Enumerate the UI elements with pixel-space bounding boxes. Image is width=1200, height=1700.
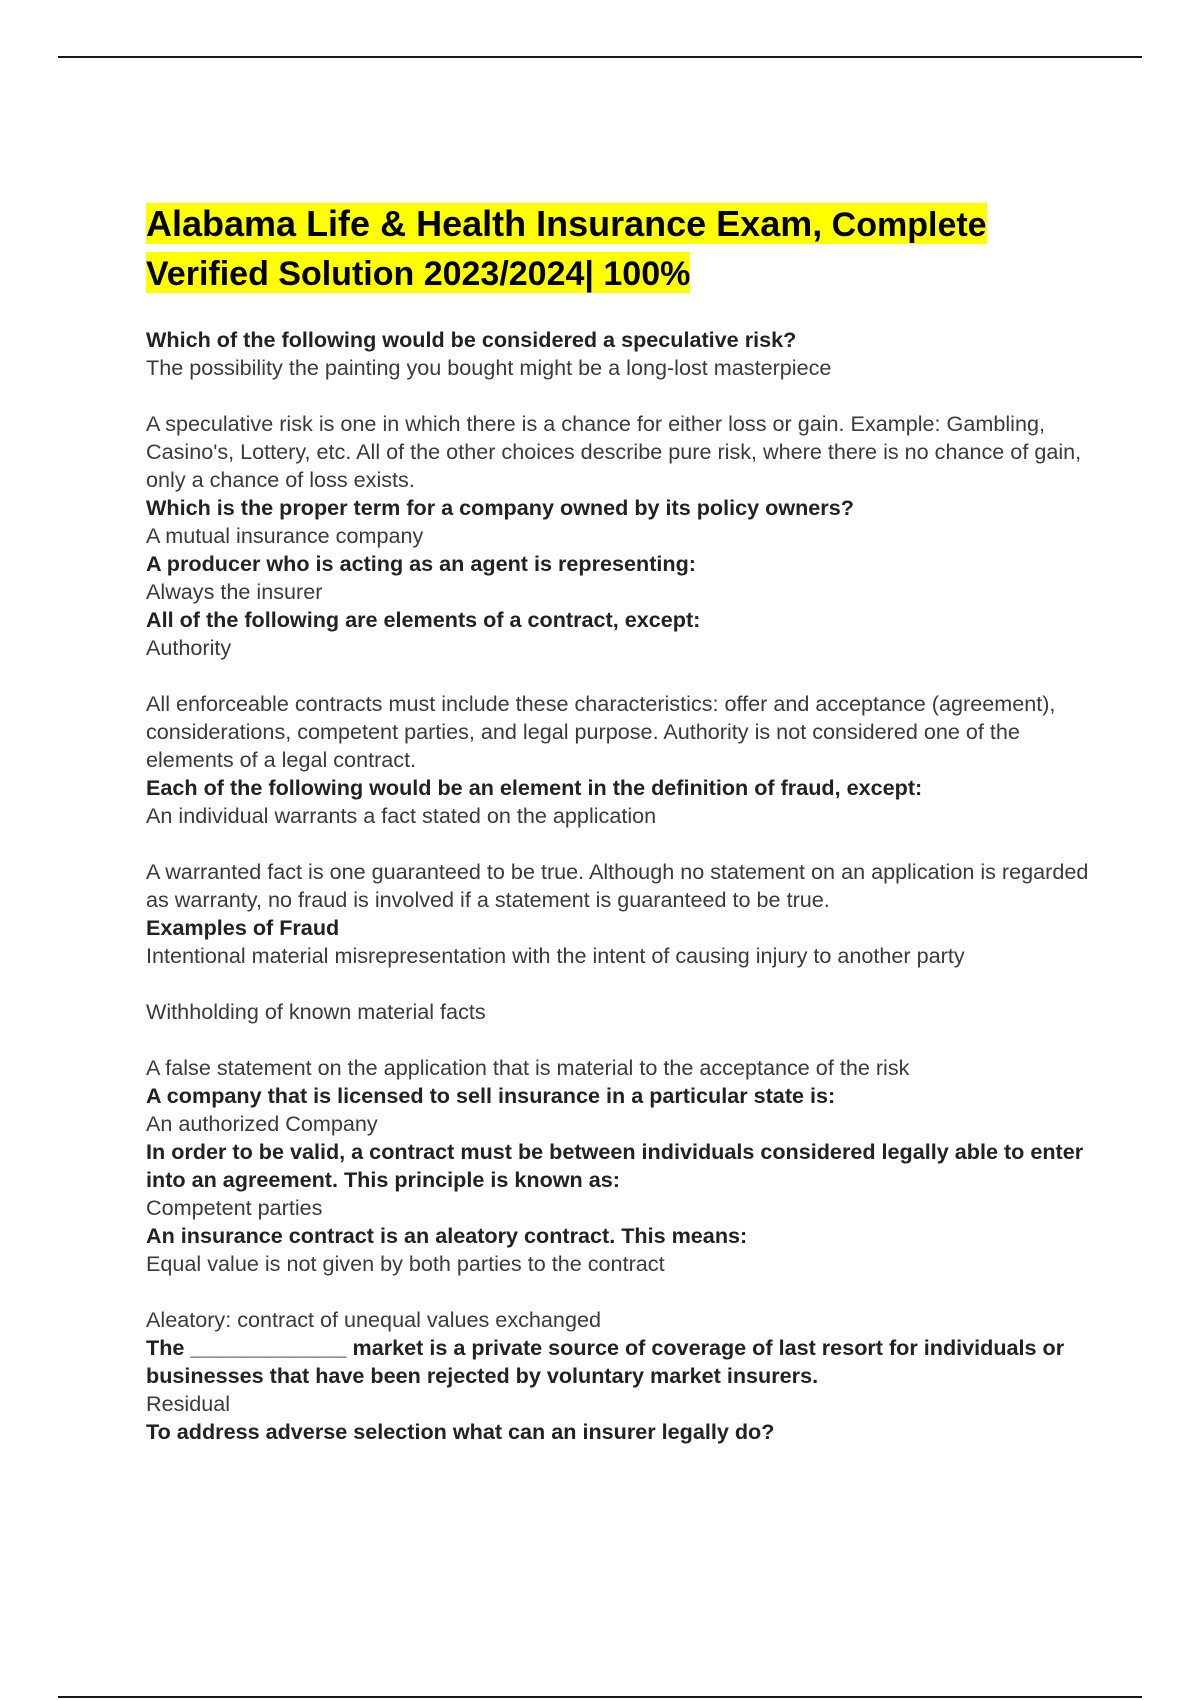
- question: A producer who is acting as an agent is representing:: [146, 551, 696, 576]
- spacer: [146, 830, 1106, 858]
- spacer: [146, 1026, 1106, 1054]
- explanation: A speculative risk is one in which there is a chance for either loss or gain. Example: Gambling, Casino's, Lottery, etc. All of the other choices describe pure risk, where there is no chance of gain, only a chance of loss exists.: [146, 411, 1082, 492]
- spacer: [146, 382, 1106, 410]
- question: In order to be valid, a contract must be between individuals considered legally able to enter into an agreement. This principle is known as:: [146, 1139, 1084, 1192]
- spacer: [146, 662, 1106, 690]
- explanation: A warranted fact is one guaranteed to be true. Although no statement on an application is regarded as warranty, no fraud is involved if a statement is guaranteed to be true.: [146, 859, 1089, 912]
- question: Which is the proper term for a company owned by its policy owners?: [146, 495, 854, 520]
- question: To address adverse selection what can an insurer legally do?: [146, 1419, 775, 1444]
- answer: A mutual insurance company: [146, 523, 424, 548]
- question: Examples of Fraud: [146, 915, 340, 940]
- spacer: [146, 970, 1106, 998]
- spacer: [146, 1278, 1106, 1306]
- bottom-rule: [58, 1696, 1142, 1698]
- question: Which of the following would be considered a speculative risk?: [146, 327, 797, 352]
- title-part2: Complete Verified Solution 2023/2024| 100%: [146, 206, 987, 293]
- question: An insurance contract is an aleatory contract. This means:: [146, 1223, 748, 1248]
- question: A company that is licensed to sell insurance in a particular state is:: [146, 1083, 836, 1108]
- answer: Equal value is not given by both parties to the contract: [146, 1251, 665, 1276]
- title-part1: Alabama Life & Health Insurance Exam,: [146, 203, 823, 244]
- answer: Authority: [146, 635, 232, 660]
- answer: An individual warrants a fact stated on the application: [146, 803, 657, 828]
- question: All of the following are elements of a contract, except:: [146, 607, 701, 632]
- answer-extra: A false statement on the application that is material to the acceptance of the risk: [146, 1055, 910, 1080]
- question: Each of the following would be an element in the definition of fraud, except:: [146, 775, 923, 800]
- answer: Competent parties: [146, 1195, 323, 1220]
- top-rule: [58, 56, 1142, 58]
- question: The _____________ market is a private source of coverage of last resort for individuals or businesses that have been rejected by voluntary market insurers.: [146, 1335, 1065, 1388]
- document-title: [146, 200, 1106, 298]
- answer: Always the insurer: [146, 579, 323, 604]
- explanation: All enforceable contracts must include these characteristics: offer and acceptance (agreement), considerations, competent parties, and legal purpose. Authority is not considered one of the elements of a legal contract.: [146, 691, 1056, 772]
- answer: The possibility the painting you bought might be a long-lost masterpiece: [146, 355, 832, 380]
- answer: Intentional material misrepresentation with the intent of causing injury to another party: [146, 943, 965, 968]
- document-body: [146, 200, 1106, 1446]
- explanation: Aleatory: contract of unequal values exchanged: [146, 1307, 601, 1332]
- answer-extra: Withholding of known material facts: [146, 999, 486, 1024]
- answer: An authorized Company: [146, 1111, 378, 1136]
- qa-list: [146, 326, 1106, 1446]
- answer: Residual: [146, 1391, 231, 1416]
